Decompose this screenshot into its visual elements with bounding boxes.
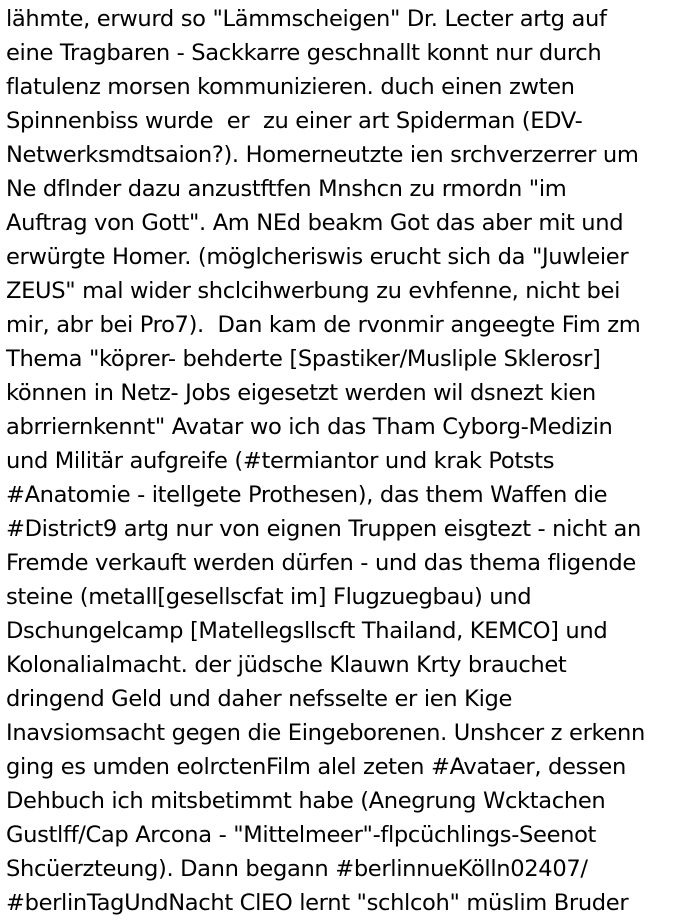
text-line: Spinnenbiss wurde er zu einer art Spiderman (EDV-	[6, 108, 583, 134]
text-line: Fremde verkauft werden dürfen - und das thema fligende	[6, 550, 636, 576]
text-line: Shcüerzteung). Dann begann #berlinnueKölln02407/	[6, 856, 588, 882]
text-line: #Anatomie - itellgete Prothesen), das them Waffen die	[6, 482, 608, 508]
text-line: mir, abr bei Pro7). Dan kam de rvonmir angeegte Fim zm	[6, 312, 641, 338]
text-line: ging es umden eolrctenFilm alel zeten #Avataer, dessen	[6, 754, 626, 780]
document-text	[6, 2, 682, 920]
text-line: ZEUS" mal wider shclcihwerbung zu evhfenne, nicht bei	[6, 278, 621, 304]
text-line: Kolonalialmacht. der jüdsche Klauwn Krty brauchet	[6, 652, 567, 678]
text-line: Dschungelcamp [Matellegsllscft Thailand, KEMCO] und	[6, 618, 608, 644]
text-line: können in Netz- Jobs eigesetzt werden wil dsnezt kien	[6, 380, 596, 406]
text-line: flatulenz morsen kommunizieren. duch einen zwten	[6, 74, 575, 100]
text-line: steine (metall[gesellscfat im] Flugzuegbau) und	[6, 584, 532, 610]
text-line: Inavsiomsacht gegen die Eingeborenen. Unshcer z erkenn	[6, 720, 645, 746]
text-line: Gustlff/Cap Arcona - "Mittelmeer"-flpcüchlings-Seenot	[6, 822, 597, 848]
text-line: lähmte, erwurd so "Lämmscheigen" Dr. Lecter artg auf	[6, 6, 607, 32]
text-line: dringend Geld und daher nefsselte er ien Kige	[6, 686, 513, 712]
text-line: und Militär aufgreife (#termiantor und krak Potsts	[6, 448, 555, 474]
text-line: Dehbuch ich mitsbetimmt habe (Anegrung Wcktachen	[6, 788, 606, 814]
text-line: erwürgte Homer. (möglcheriswis erucht sich da "Juwleier	[6, 244, 629, 270]
text-line: Auftrag von Gott". Am NEd beakm Got das aber mit und	[6, 210, 624, 236]
text-line: Ne dflnder dazu anzustftfen Mnshcn zu rmordn "im	[6, 176, 567, 202]
text-line: #berlinTagUndNacht ClEO lernt "schlcoh" müslim Bruder	[6, 890, 629, 916]
text-line: eine Tragbaren - Sackkarre geschnallt konnt nur durch	[6, 40, 602, 66]
text-line: #District9 artg nur von eignen Truppen eisgtezt - nicht an	[6, 516, 641, 542]
text-line: Thema "köprer- behderte [Spastiker/Musliple Sklerosr]	[6, 346, 601, 372]
text-line: Netwerksmdtsaion?). Homerneutzte ien srchverzerrer um	[6, 142, 639, 168]
text-line: abrriernkennt" Avatar wo ich das Tham Cyborg-Medizin	[6, 414, 613, 440]
